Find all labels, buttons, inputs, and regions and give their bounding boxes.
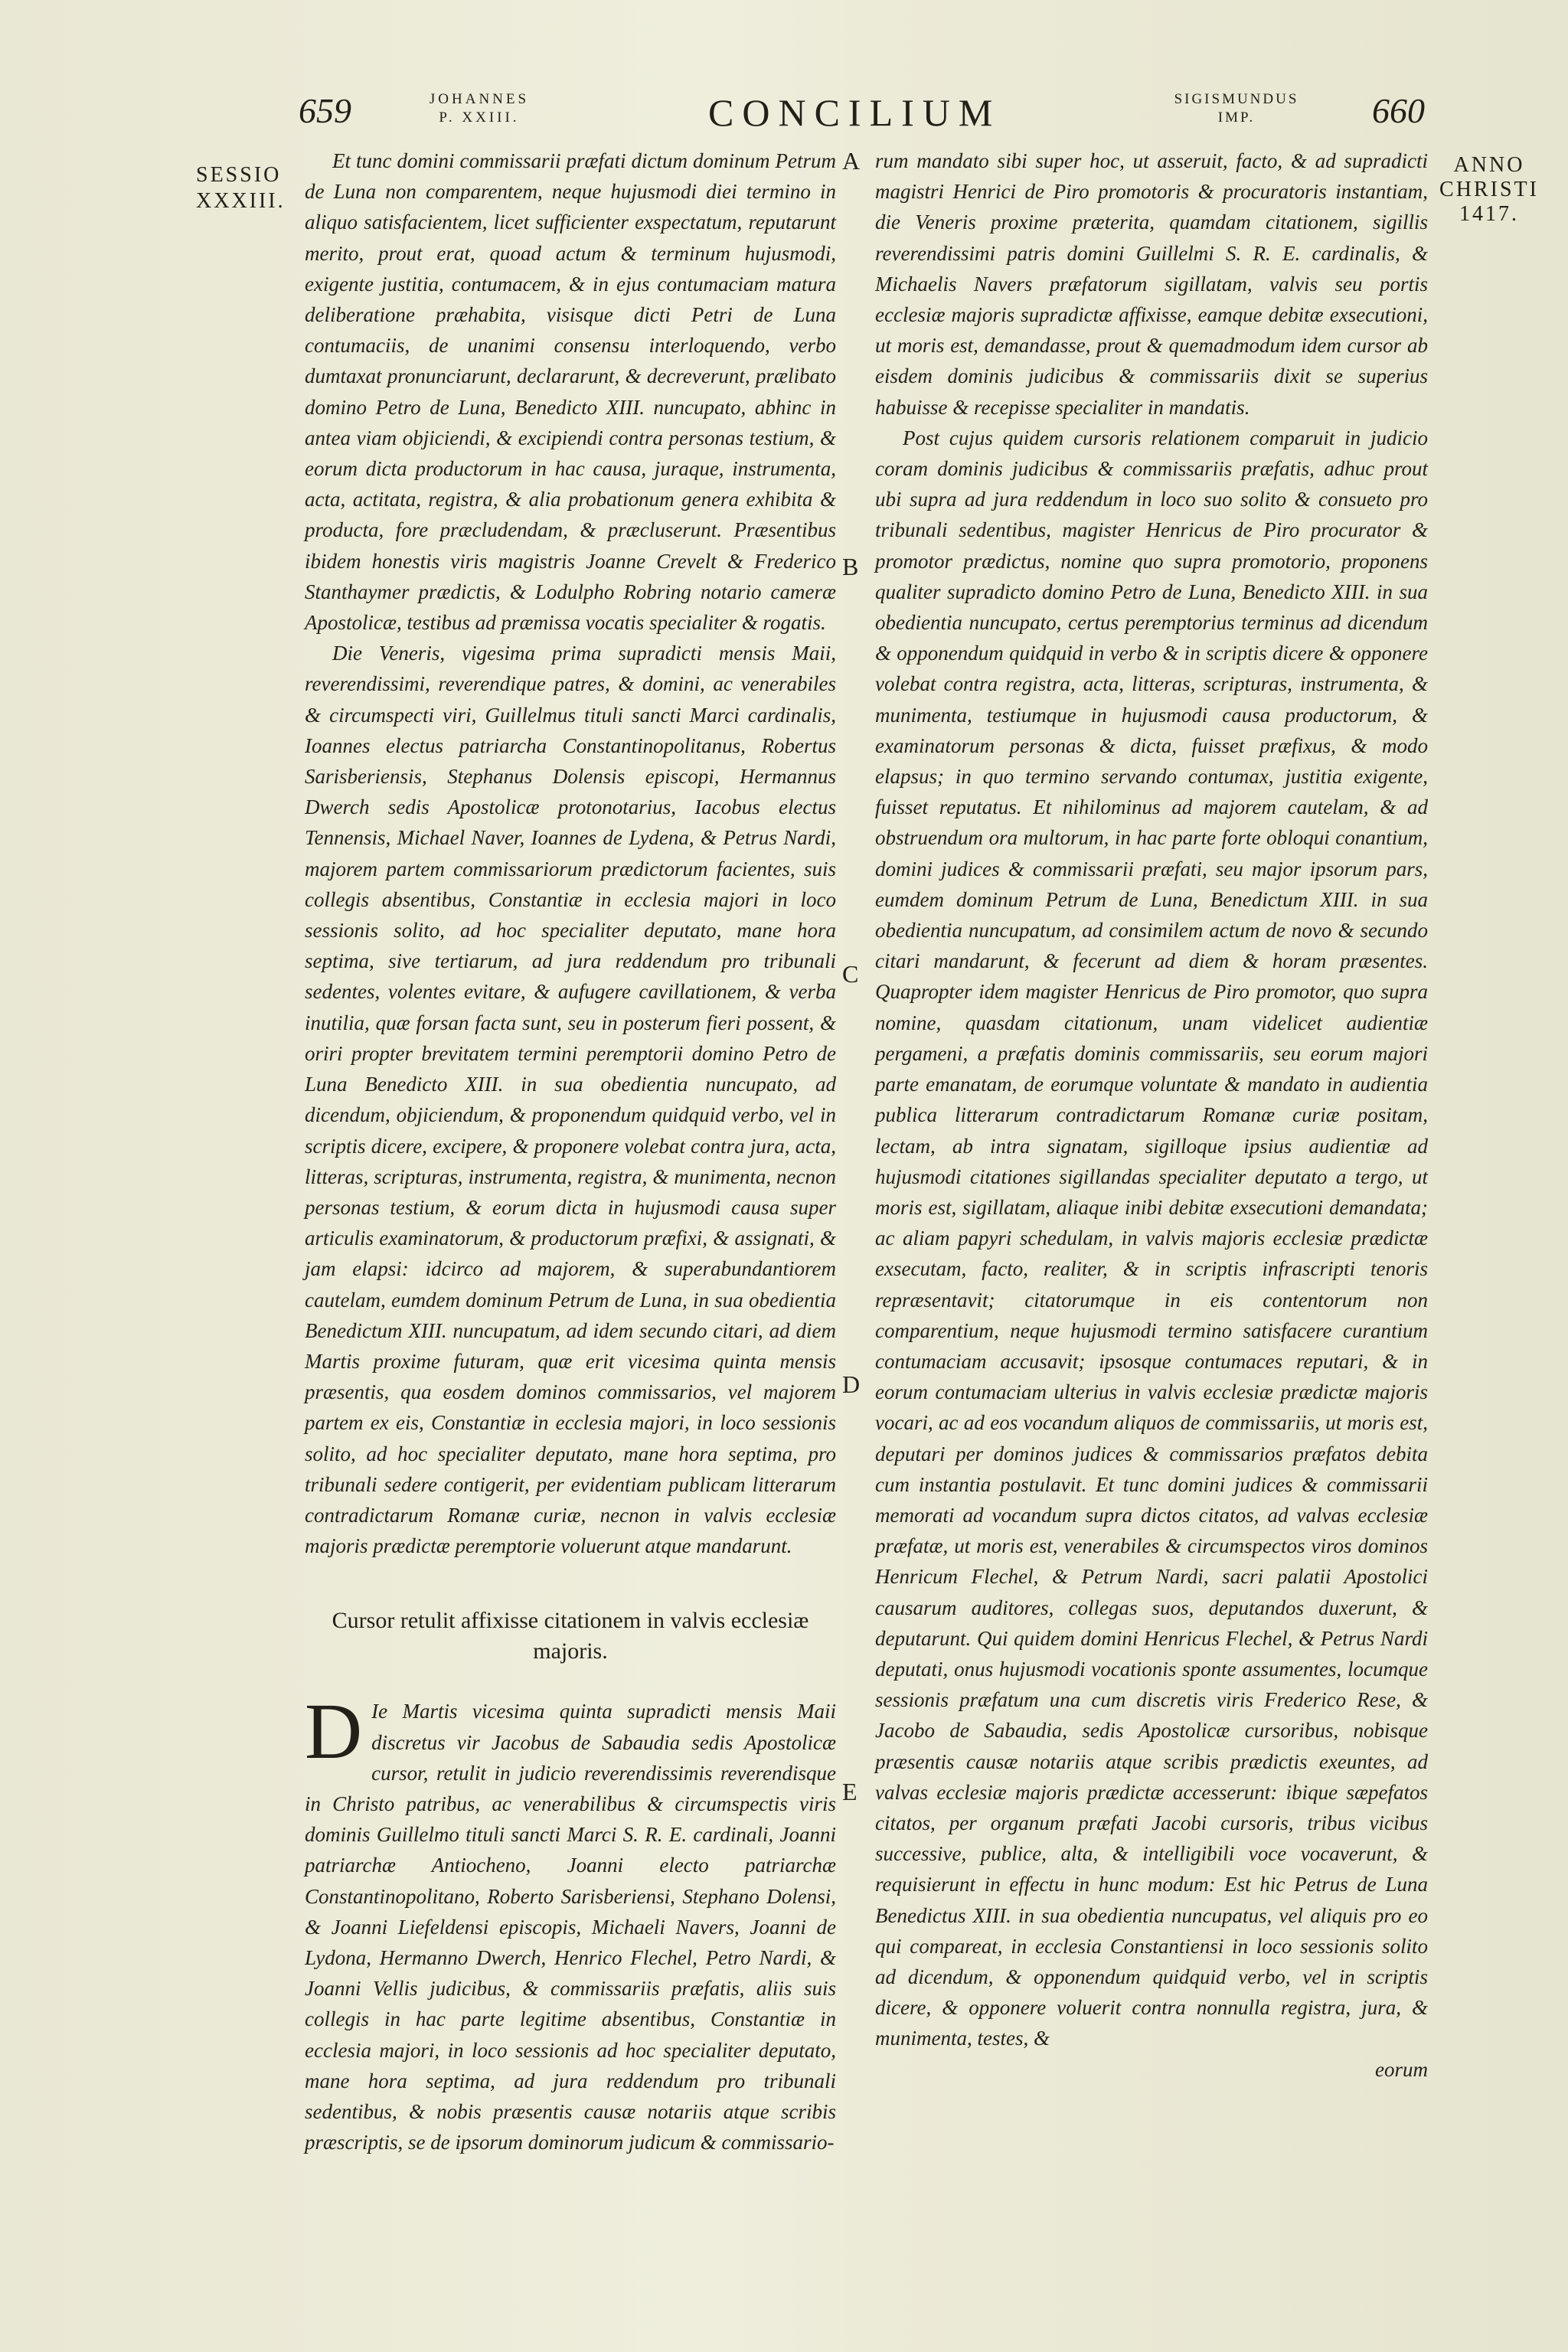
- margin-christi: CHRISTI: [1439, 178, 1539, 201]
- margin-year: 1417.: [1459, 202, 1519, 226]
- section-letter-d: D: [842, 1370, 861, 1398]
- paragraph: Et tunc domini commissarii præfati dictum dominum Petrum de Luna non comparentem, neque hujusmodi diei termino in aliquo satisfacientem, licet sufficienter exspectatum, reputarunt merito, prout erat, quoad actum & terminum hujusmodi, exigente justitia, contumacem, & in ejus contumaciam matura deliberatione præhabita, visisque dicti Petri de Luna contumaciis, de unanimi consensu interloquendo, verbo dumtaxat pronunciarunt, declararunt, & decreverunt, prælibato domino Petro de Luna, Benedicto XIII. nuncupato, abhinc in antea viam objiciendi, & excipiendi contra personas testium, & eorum dicta productorum in hac causa, juraque, instrumenta, acta, actitata, registra, & alia probationum genera exhibita & producta, fore præcludendam, & præcluserunt. Præsentibus ibidem honestis viris magistris Joanne Crevelt & Frederico Stanthaymer prædictis, & Lodulpho Robring notario cameræ Apostolicæ, testibus ad præmissa vocatis specialiter & rogatis.: [305, 149, 836, 635]
- drop-cap: D: [305, 1687, 363, 1776]
- running-head-emperor: [1148, 90, 1325, 127]
- margin-note-session: [196, 162, 296, 214]
- paragraph: rum mandato sibi super hoc, ut asseruit, facto, & ad supradicti magistri Henrici de Piro promotoris & procuratoris instantiam, die Veneris proxime præterita, quamdam citationem, sigillis reverendissimi patris domini Guillelmi S. R. E. cardinalis, & Michaelis Navers præfatorum sigillatam, valvis seu portis ecclesiæ majoris supradictæ affixisse, eamque debitæ exsecutioni, ut moris est, demandasse, prout & quemadmodum idem cursor ab eisdem dominis judicibus & commissariis dixit se superius habuisse & recepisse specialiter in mandatis.: [875, 149, 1428, 419]
- margin-note-year: [1432, 153, 1547, 227]
- margin-session-number: XXXIII.: [196, 189, 286, 213]
- paragraph: Die Veneris, vigesima prima supradicti mensis Maii, reverendissimi, reverendique patres, & domini, ac venerabiles & circumspecti viri, Guillelmus tituli sancti Marci cardinalis, Ioannes electus patriarcha Constantinopolitanus, Robertus Sarisberiensis, Stephanus Dolensis episcopi, Hermannus Dwerch sedis Apostolicæ protonotarius, Iacobus electus Tennensis, Michael Naver, Ioannes de Lydena, & Petrus Nardi, majorem partem commissariorum prædictorum facientes, suis collegis absentibus, Constantiæ in ecclesia majori in loco sessionis solito, ad hoc specialiter deputato, mane hora septima, sive tertiarum, ad jura reddendum pro tribunali sedentes, volentes evitare, & aufugere cavillationem, & verba inutilia, quæ forsan facta sunt, seu in posterum fieri possent, & oriri propter brevitatem termini peremptorii domino Petro de Luna Benedicto XIII. in sua obedientia nuncupato, ad dicendum, objiciendum, & proponendum quidquid verbo, vel in scriptis dicere, excipere, & proponere volebat contra jura, acta, litteras, scripturas, instrumenta, registra, & munimenta, necnon personas testium, & eorum dicta in hujusmodi causa super articulis examinatorum, & productorum præfixi, & assignati, & jam elapsi: idcirco ad majorem, & superabundantiorem cautelam, eumdem dominum Petrum de Luna, in sua obedientia Benedictum XIII. nuncupatum, ad idem secundo citari, ad diem Martis proxime futuram, quæ erit vicesima quinta mensis præsentis, qua eosdem dominos commissarios, vel majorem partem ex eis, Constantiæ in ecclesia majori, in loco sessionis solito, ad hoc specialiter deputato, mane hora septima, pro tribunali sedere contigerit, per evidentiam publicam litterarum contradictarum Romanæ curiæ, necnon in valvis ecclesiæ majoris prædictæ peremptorie voluerunt atque mandarunt.: [305, 642, 836, 1558]
- right-column: [875, 145, 1428, 2085]
- margin-anno: ANNO: [1453, 153, 1525, 177]
- pope-name: JOHANNES: [429, 91, 530, 107]
- emperor-title: IMP.: [1217, 109, 1256, 126]
- page-number-left: 659: [299, 91, 351, 130]
- catchword: eorum: [1375, 2057, 1428, 2081]
- page-number-right: 660: [1372, 91, 1425, 130]
- section-letter-a: A: [842, 147, 861, 175]
- paragraph: Post cujus quidem cursoris relationem comparuit in judicio coram dominis judicibus & commissariis præfatis, adhuc prout ubi supra ad jura reddendum in loco suo solito & consueto pro tribunali sedentibus, magister Henricus de Piro procurator & promotor prædictus, nomine quo supra promotorio, proponens qualiter supradicto domino Petro de Luna, Benedicto XIII. in sua obedientia nuncupato, certus peremptorius terminus ad dicendum & opponendum quidquid in verbo & in scriptis dicere & opponere volebat contra registra, acta, litteras, scripturas, instrumenta, & munimenta, testiumque in hujusmodi causa productorum, & examinatorum personas & dicta, fuisset præfixus, & modo elapsus; in quo termino servando contumax, justitia exigente, fuisset reputatus. Et nihilominus ad majorem cautelam, & ad obstruendum ora multorum, in hac parte forte obloqui conantium, domini judices & commissarii præfati, seu major ipsorum pars, eumdem dominum Petrum de Luna, Benedictum XIII. in sua obedientia nuncupatum, ad consimilem actum de novo & secundo citari mandarunt, & fecerunt ad diem & horam præsentes. Quapropter idem magister Henricus de Piro promotor, quo supra nomine, quasdam citationum, unam videlicet audientiæ pergameni, a præfatis dominis commissariis, seu eorum majori parte emanatam, de eorumque voluntate & mandato in audientia publica litterarum contradictarum Romanæ curiæ positam, lectam, ab intra signatam, sigilloque ipsius audientiæ ad hujusmodi citationes sigillandas specialiter deputato a tergo, ut moris est, sigillatam, aliaque inibi debitæ exsecutioni demandata; ac aliam papyri schedulam, in valvis majoris ecclesiæ prædictæ exsecutam, facto, realiter, & in scriptis infrascripti tenoris repræsentavit; citatorumque in eis contentorum non comparentium, neque hujusmodi termino satisfacere curantium contumaciam accusavit; ipsosque contumaces reputari, & in eorum contumaciam ulterius in valvis ecclesiæ prædictæ majoris vocari, ac ad eos vocandum aliquos de commissariis, ut moris est, deputari per dominos judices & commissarios præfatos debita cum instantia postulavit. Et tunc domini judices & commissarii memorati ad vocandum supra dictos citatos, ad valvas ecclesiæ præfatæ, ut moris est, venerabiles & circumspectos viros dominos Henricum Flechel, & Petrum Nardi, sacri palatii Apostolici causarum auditores, collegas suos, deputandos duxerunt, & deputarunt. Qui quidem domini Henricus Flechel, & Petrus Nardi deputati, onus hujusmodi vocationis sponte assumentes, locumque sessionis præfatum una cum discretis viris Frederico Rese, & Jacobo de Sabaudia, sedis Apostolicæ cursoribus, nobisque præsentis causæ notariis atque scribis prædictis exeuntes, ad valvas ecclesiæ majoris prædictæ accesserunt: ibique sæpefatos citatos, per organum præfati Jacobi cursoris, tribus vicibus successive, publice, alta, & intelligibili voce vocaverunt, & requisierunt in effectu in hunc modum: Est hic Petrus de Luna Benedictus XIII. in sua obedientia nuncupatus, vel aliquis pro eo qui compareat, in ecclesia Constantiensi in loco sessionis solito ad dicendum, & opponendum quidquid verbo, vel in scriptis dicere, & opponere voluerit contra nonnulla registra, jura, & munimenta, testes, &: [875, 426, 1428, 2050]
- pope-number: P. XXIII.: [439, 109, 520, 126]
- section-letter-c: C: [842, 960, 859, 988]
- running-title: CONCILIUM: [708, 91, 1001, 134]
- running-head-pope: [403, 90, 556, 127]
- left-column: [305, 145, 836, 2158]
- emperor-name: SIGISMUNDUS: [1174, 91, 1299, 107]
- paragraph-with-drop-cap: [305, 1687, 836, 2158]
- section-letter-e: E: [842, 1778, 858, 1805]
- section-letter-b: B: [842, 553, 859, 580]
- paragraph-text: Ie Martis vicesima quinta supradicti mensis Maii discretus vir Jacobus de Sabaudia sedis Apostolicæ cursor, retulit in judicio reverendissimis reverendisque in Christo patribus, ac venerabilibus & circumspectis viris dominis Guillelmo tituli sancti Marci S. R. E. cardinali, Joanni patriarchæ Antiocheno, Joanni electo patriarchæ Constantinopolitano, Roberto Sarisberiensi, Stephano Dolensi, & Joanni Liefeldensi episcopis, Michaeli Navers, Joanni de Lydona, Hermanno Dwerch, Henrico Flechel, Petro Nardi, & Joanni Vellis judicibus, & commissariis præfatis, aliis suis collegis in hac parte legitime absentibus, Constantiæ in ecclesia majori, in loco sessionis ad hoc specialiter deputato, mane hora septima, ad jura reddendum pro tribunali sedentibus, & nobis præsentis causæ notariis atque scribis præscriptis, se de ipsorum dominorum judicum & commissario-: [305, 1700, 836, 2154]
- section-heading: Cursor retulit affixisse citationem in valvis ecclesiæ majoris.: [332, 1608, 809, 1664]
- margin-session-label: SESSIO: [196, 163, 282, 187]
